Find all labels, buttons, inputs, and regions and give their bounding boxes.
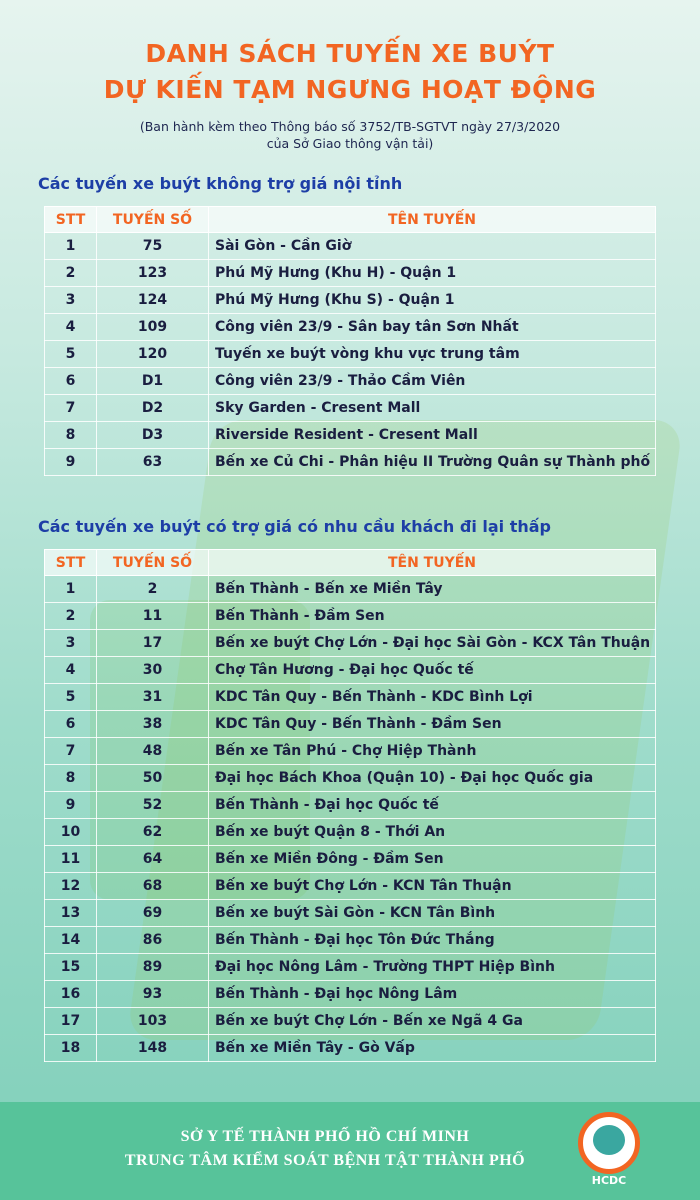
row-route-name: Bến Thành - Đại học Nông Lâm xyxy=(209,981,656,1008)
row-route-name: Bến xe buýt Sài Gòn - KCN Tân Bình xyxy=(209,900,656,927)
page-title xyxy=(0,36,700,108)
row-route-no: 123 xyxy=(97,260,209,287)
row-route-no: 62 xyxy=(97,819,209,846)
row-stt: 7 xyxy=(45,395,97,422)
table-row xyxy=(45,422,656,449)
row-stt: 4 xyxy=(45,657,97,684)
table-row xyxy=(45,792,656,819)
row-route-name: KDC Tân Quy - Bến Thành - KDC Bình Lợi xyxy=(209,684,656,711)
table-row xyxy=(45,233,656,260)
row-route-name: Công viên 23/9 - Thảo Cầm Viên xyxy=(209,368,656,395)
table-header-row xyxy=(45,207,656,233)
table-row xyxy=(45,314,656,341)
table-row xyxy=(45,449,656,476)
table-row xyxy=(45,765,656,792)
row-route-no: D3 xyxy=(97,422,209,449)
table-row xyxy=(45,1008,656,1035)
row-route-no: 52 xyxy=(97,792,209,819)
subtitle-line-1: (Ban hành kèm theo Thông báo số 3752/TB-SGTVT ngày 27/3/2020 xyxy=(139,119,561,134)
row-route-no: 48 xyxy=(97,738,209,765)
row-route-name: Đại học Nông Lâm - Trường THPT Hiệp Bình xyxy=(209,954,656,981)
row-route-no: 124 xyxy=(97,287,209,314)
row-route-no: 2 xyxy=(97,576,209,603)
row-route-name: Bến Thành - Đại học Quốc tế xyxy=(209,792,656,819)
header-route-no: TUYẾN SỐ xyxy=(97,207,209,233)
row-route-name: Bến xe Miền Tây - Gò Vấp xyxy=(209,1035,656,1062)
header-stt: STT xyxy=(45,550,97,576)
section-1-title: Các tuyến xe buýt không trợ giá nội tỉnh xyxy=(38,174,403,193)
table-row xyxy=(45,341,656,368)
row-route-no: 64 xyxy=(97,846,209,873)
row-route-no: 30 xyxy=(97,657,209,684)
row-route-name: KDC Tân Quy - Bến Thành - Đầm Sen xyxy=(209,711,656,738)
table-row xyxy=(45,395,656,422)
row-route-no: D2 xyxy=(97,395,209,422)
row-stt: 17 xyxy=(45,1008,97,1035)
row-route-name: Sài Gòn - Cần Giờ xyxy=(209,233,656,260)
title-line-2: DỰ KIẾN TẠM NGƯNG HOẠT ĐỘNG xyxy=(103,75,597,104)
row-stt: 2 xyxy=(45,603,97,630)
table-row xyxy=(45,846,656,873)
row-route-no: 103 xyxy=(97,1008,209,1035)
row-route-name: Phú Mỹ Hưng (Khu S) - Quận 1 xyxy=(209,287,656,314)
title-line-1: DANH SÁCH TUYẾN XE BUÝT xyxy=(145,39,555,68)
footer-line-2: TRUNG TÂM KIỂM SOÁT BỆNH TẬT THÀNH PHỐ xyxy=(124,1152,526,1169)
row-route-no: 109 xyxy=(97,314,209,341)
row-stt: 11 xyxy=(45,846,97,873)
table-row xyxy=(45,603,656,630)
row-route-name: Bến xe buýt Chợ Lớn - Đại học Sài Gòn - KCX Tân Thuận xyxy=(209,630,656,657)
header-route-name: TÊN TUYẾN xyxy=(209,207,656,233)
row-stt: 14 xyxy=(45,927,97,954)
logo-label: HCDC xyxy=(591,1174,627,1187)
table-row xyxy=(45,711,656,738)
row-route-name: Phú Mỹ Hưng (Khu H) - Quận 1 xyxy=(209,260,656,287)
table-row xyxy=(45,576,656,603)
table-row xyxy=(45,1035,656,1062)
row-stt: 5 xyxy=(45,684,97,711)
row-stt: 16 xyxy=(45,981,97,1008)
row-route-no: 38 xyxy=(97,711,209,738)
row-stt: 5 xyxy=(45,341,97,368)
row-route-name: Bến xe buýt Chợ Lớn - Bến xe Ngã 4 Ga xyxy=(209,1008,656,1035)
table-row xyxy=(45,927,656,954)
page-subtitle xyxy=(0,118,700,152)
table-row xyxy=(45,684,656,711)
row-stt: 2 xyxy=(45,260,97,287)
subsidized-routes-table xyxy=(44,549,656,1062)
section-2-title: Các tuyến xe buýt có trợ giá có nhu cầu khách đi lại thấp xyxy=(38,517,551,536)
row-stt: 9 xyxy=(45,792,97,819)
header-route-no: TUYẾN SỐ xyxy=(97,550,209,576)
row-stt: 7 xyxy=(45,738,97,765)
row-route-name: Bến xe Tân Phú - Chợ Hiệp Thành xyxy=(209,738,656,765)
row-route-no: 93 xyxy=(97,981,209,1008)
row-route-no: 31 xyxy=(97,684,209,711)
table-row xyxy=(45,630,656,657)
row-route-no: 11 xyxy=(97,603,209,630)
row-route-no: 75 xyxy=(97,233,209,260)
row-route-no: 89 xyxy=(97,954,209,981)
row-stt: 15 xyxy=(45,954,97,981)
row-stt: 12 xyxy=(45,873,97,900)
subtitle-line-2: của Sở Giao thông vận tải) xyxy=(266,136,434,151)
row-stt: 4 xyxy=(45,314,97,341)
table-row xyxy=(45,287,656,314)
row-route-name: Bến xe Miền Đông - Đầm Sen xyxy=(209,846,656,873)
row-route-name: Sky Garden - Cresent Mall xyxy=(209,395,656,422)
row-stt: 3 xyxy=(45,630,97,657)
row-route-name: Bến Thành - Bến xe Miền Tây xyxy=(209,576,656,603)
table-row xyxy=(45,657,656,684)
row-route-no: 50 xyxy=(97,765,209,792)
row-route-name: Bến xe buýt Quận 8 - Thới An xyxy=(209,819,656,846)
row-stt: 18 xyxy=(45,1035,97,1062)
hcdc-logo-icon xyxy=(578,1112,640,1174)
row-stt: 10 xyxy=(45,819,97,846)
row-route-name: Bến xe buýt Chợ Lớn - KCN Tân Thuận xyxy=(209,873,656,900)
row-route-no: 86 xyxy=(97,927,209,954)
row-route-no: 148 xyxy=(97,1035,209,1062)
row-route-no: 68 xyxy=(97,873,209,900)
table-header-row xyxy=(45,550,656,576)
row-route-no: 17 xyxy=(97,630,209,657)
row-stt: 8 xyxy=(45,765,97,792)
table-row xyxy=(45,260,656,287)
row-stt: 3 xyxy=(45,287,97,314)
row-route-name: Đại học Bách Khoa (Quận 10) - Đại học Quốc gia xyxy=(209,765,656,792)
row-route-no: 69 xyxy=(97,900,209,927)
header-stt: STT xyxy=(45,207,97,233)
row-route-name: Bến xe Củ Chi - Phân hiệu II Trường Quân sự Thành phố xyxy=(209,449,656,476)
row-stt: 6 xyxy=(45,368,97,395)
row-route-name: Riverside Resident - Cresent Mall xyxy=(209,422,656,449)
row-route-name: Tuyến xe buýt vòng khu vực trung tâm xyxy=(209,341,656,368)
table-row xyxy=(45,981,656,1008)
table-row xyxy=(45,819,656,846)
footer-line-1: SỞ Y TẾ THÀNH PHỐ HỒ CHÍ MINH xyxy=(180,1128,470,1145)
table-row xyxy=(45,900,656,927)
row-route-name: Chợ Tân Hương - Đại học Quốc tế xyxy=(209,657,656,684)
row-stt: 1 xyxy=(45,576,97,603)
row-route-no: 120 xyxy=(97,341,209,368)
table-row xyxy=(45,368,656,395)
row-route-name: Bến Thành - Đầm Sen xyxy=(209,603,656,630)
row-stt: 6 xyxy=(45,711,97,738)
row-route-name: Công viên 23/9 - Sân bay tân Sơn Nhất xyxy=(209,314,656,341)
row-stt: 8 xyxy=(45,422,97,449)
table-row xyxy=(45,954,656,981)
row-stt: 1 xyxy=(45,233,97,260)
row-route-name: Bến Thành - Đại học Tôn Đức Thắng xyxy=(209,927,656,954)
table-row xyxy=(45,873,656,900)
row-route-no: D1 xyxy=(97,368,209,395)
row-stt: 13 xyxy=(45,900,97,927)
unsubsidized-routes-table xyxy=(44,206,656,476)
header-route-name: TÊN TUYẾN xyxy=(209,550,656,576)
table-row xyxy=(45,738,656,765)
row-stt: 9 xyxy=(45,449,97,476)
row-route-no: 63 xyxy=(97,449,209,476)
